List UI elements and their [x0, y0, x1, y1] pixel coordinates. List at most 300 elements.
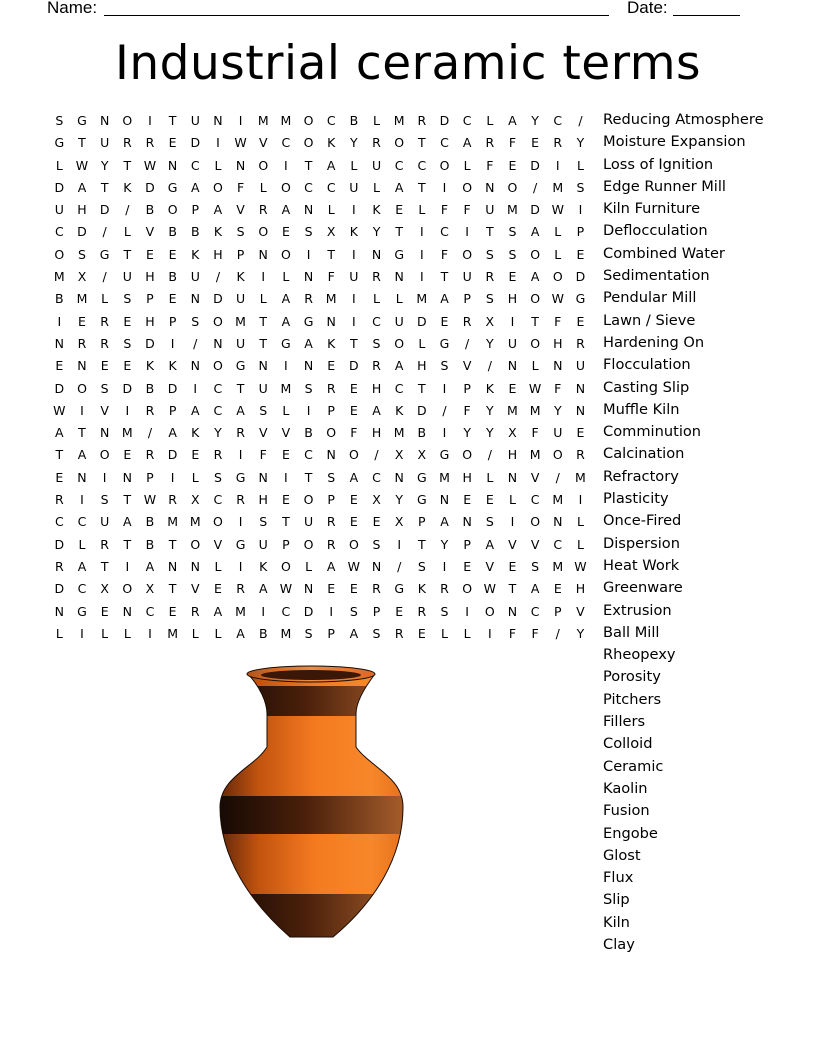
- grid-letter: O: [77, 380, 87, 396]
- word-list-item: Refractory: [603, 467, 679, 485]
- grid-letter: M: [507, 402, 518, 418]
- grid-letter: L: [55, 625, 63, 641]
- grid-letter: T: [123, 157, 132, 173]
- grid-letter: V: [190, 581, 200, 597]
- grid-letter: T: [350, 335, 358, 351]
- grid-letter: D: [122, 380, 133, 396]
- grid-letter: C: [54, 224, 64, 240]
- grid-letter: H: [507, 447, 518, 463]
- grid-letter: S: [531, 558, 540, 574]
- grid-letter: K: [168, 358, 177, 374]
- grid-letter: B: [258, 625, 268, 641]
- grid-letter: X: [326, 224, 336, 240]
- grid-letter: O: [484, 603, 495, 619]
- grid-letter: E: [168, 135, 177, 151]
- word-list-item: Loss of Ignition: [603, 155, 714, 173]
- grid-letter: T: [123, 246, 132, 262]
- grid-letter: K: [191, 425, 200, 441]
- date-field[interactable]: [673, 15, 740, 16]
- grid-letter: T: [78, 425, 86, 441]
- grid-letter: M: [529, 447, 541, 463]
- grid-letter: E: [508, 157, 517, 173]
- grid-letter: D: [77, 224, 87, 240]
- grid-letter: T: [485, 224, 494, 240]
- grid-letter: K: [485, 380, 494, 396]
- grid-letter: F: [259, 447, 267, 463]
- grid-letter: A: [213, 202, 223, 218]
- grid-letter: N: [77, 469, 87, 485]
- grid-letter: T: [78, 135, 86, 151]
- grid-row: [48, 288, 592, 310]
- grid-letter: /: [555, 625, 560, 641]
- grid-letter: M: [167, 514, 178, 530]
- grid-letter: F: [508, 135, 517, 151]
- grid-letter: I: [80, 492, 84, 508]
- grid-letter: A: [440, 291, 449, 307]
- word-list-item: Engobe: [603, 824, 658, 842]
- grid-letter: S: [100, 492, 109, 508]
- grid-letter: I: [487, 625, 492, 641]
- grid-letter: L: [554, 246, 562, 262]
- grid-letter: K: [145, 358, 155, 374]
- grid-letter: F: [531, 425, 539, 441]
- grid-letter: /: [215, 269, 221, 285]
- grid-letter: R: [236, 425, 245, 441]
- grid-letter: E: [349, 581, 358, 597]
- word-list-item: Sedimentation: [603, 267, 710, 285]
- word-list-item: Edge Runner Mill: [603, 177, 726, 195]
- grid-letter: O: [303, 492, 314, 508]
- grid-letter: A: [281, 202, 291, 218]
- grid-letter: N: [213, 335, 223, 351]
- grid-letter: U: [190, 269, 200, 285]
- grid-letter: C: [530, 603, 540, 619]
- name-label: Name:: [47, 0, 98, 17]
- grid-letter: O: [552, 447, 563, 463]
- grid-letter: R: [326, 380, 336, 396]
- grid-letter: I: [306, 246, 311, 262]
- grid-letter: E: [531, 135, 540, 151]
- grid-row: [48, 489, 592, 511]
- grid-letter: C: [440, 135, 449, 151]
- grid-letter: G: [77, 603, 87, 619]
- grid-letter: I: [284, 469, 288, 485]
- grid-letter: W: [347, 558, 361, 574]
- grid-row: [48, 511, 592, 533]
- grid-letter: C: [190, 157, 200, 173]
- word-list-item: Once-Fired: [603, 512, 682, 530]
- grid-letter: E: [576, 313, 585, 329]
- grid-letter: S: [372, 335, 381, 351]
- grid-letter: C: [145, 603, 155, 619]
- grid-letter: R: [462, 313, 472, 329]
- grid-letter: N: [122, 469, 132, 485]
- word-list-item: Hardening On: [603, 333, 705, 351]
- grid-letter: L: [373, 179, 380, 195]
- grid-letter: I: [284, 358, 288, 374]
- grid-letter: I: [238, 514, 243, 530]
- grid-letter: A: [326, 157, 336, 173]
- grid-letter: L: [123, 625, 131, 641]
- word-list-item: Pitchers: [603, 690, 662, 708]
- grid-letter: B: [168, 269, 177, 285]
- grid-letter: B: [304, 425, 313, 441]
- grid-letter: S: [304, 380, 313, 396]
- grid-letter: C: [553, 536, 563, 552]
- grid-letter: G: [54, 135, 65, 151]
- grid-letter: I: [261, 603, 266, 619]
- grid-letter: L: [531, 358, 539, 374]
- grid-letter: C: [213, 492, 223, 508]
- grid-letter: A: [372, 402, 381, 418]
- grid-letter: O: [326, 425, 337, 441]
- grid-letter: F: [508, 625, 517, 641]
- grid-letter: A: [168, 425, 177, 441]
- grid-letter: I: [397, 536, 402, 552]
- grid-letter: E: [168, 291, 177, 307]
- grid-letter: W: [574, 558, 587, 574]
- grid-letter: G: [416, 469, 427, 485]
- grid-letter: G: [167, 179, 178, 195]
- word-list-item: Extrusion: [603, 601, 672, 619]
- grid-letter: P: [553, 603, 562, 619]
- grid-letter: E: [463, 558, 472, 574]
- grid-letter: E: [281, 447, 290, 463]
- grid-letter: X: [372, 492, 381, 508]
- grid-letter: P: [191, 202, 200, 218]
- grid-letter: E: [146, 246, 154, 262]
- grid-letter: H: [417, 358, 427, 374]
- grid-letter: D: [303, 603, 314, 619]
- grid-letter: V: [145, 224, 155, 240]
- grid-letter: N: [54, 603, 64, 619]
- grid-letter: A: [530, 224, 540, 240]
- word-list-item: Calcination: [603, 445, 685, 463]
- grid-letter: I: [102, 469, 107, 485]
- grid-row: [48, 311, 592, 333]
- grid-letter: F: [531, 625, 539, 641]
- grid-letter: D: [54, 581, 65, 597]
- grid-letter: E: [55, 358, 64, 374]
- grid-letter: Y: [576, 135, 585, 151]
- grid-letter: P: [372, 603, 381, 619]
- grid-letter: L: [55, 157, 63, 173]
- grid-letter: P: [327, 402, 335, 418]
- grid-letter: M: [393, 425, 405, 441]
- grid-letter: M: [325, 291, 337, 307]
- grid-letter: N: [258, 358, 268, 374]
- grid-letter: H: [213, 246, 223, 262]
- grid-letter: A: [77, 447, 87, 463]
- grid-letter: C: [326, 113, 336, 128]
- grid-letter: L: [373, 113, 380, 128]
- grid-letter: V: [213, 536, 223, 552]
- grid-letter: T: [236, 380, 245, 396]
- grid-row: [48, 177, 592, 199]
- grid-letter: I: [465, 603, 469, 619]
- grid-letter: G: [235, 358, 246, 374]
- grid-letter: /: [397, 558, 402, 574]
- grid-letter: N: [54, 335, 64, 351]
- grid-letter: E: [168, 246, 177, 262]
- grid-letter: D: [530, 202, 540, 218]
- grid-letter: A: [236, 402, 245, 418]
- grid-letter: O: [303, 536, 314, 552]
- grid-letter: M: [167, 625, 178, 641]
- grid-letter: A: [77, 179, 87, 195]
- grid-letter: R: [100, 335, 109, 351]
- grid-row: [48, 623, 592, 645]
- grid-letter: R: [576, 447, 585, 463]
- grid-letter: O: [462, 447, 473, 463]
- grid-letter: M: [257, 113, 269, 128]
- grid-letter: N: [213, 113, 223, 128]
- grid-letter: U: [258, 380, 268, 396]
- grid-letter: I: [261, 269, 266, 285]
- grid-letter: Y: [576, 625, 585, 641]
- grid-letter: L: [101, 291, 109, 307]
- grid-letter: H: [575, 581, 586, 597]
- grid-letter: T: [282, 514, 290, 530]
- grid-row: [48, 378, 592, 400]
- grid-letter: U: [507, 335, 518, 351]
- word-list-item: Kaolin: [603, 779, 648, 797]
- name-field[interactable]: [104, 15, 609, 16]
- grid-letter: I: [329, 603, 334, 619]
- word-list: [603, 109, 764, 956]
- grid-letter: W: [234, 135, 247, 151]
- grid-letter: E: [440, 313, 449, 329]
- grid-letter: S: [304, 224, 313, 240]
- word-list-item: Muffle Kiln: [603, 400, 680, 418]
- grid-letter: F: [554, 380, 562, 396]
- grid-letter: C: [372, 469, 381, 485]
- grid-letter: I: [125, 402, 130, 418]
- grid-letter: L: [259, 179, 267, 195]
- grid-letter: I: [148, 113, 152, 128]
- grid-letter: /: [102, 224, 107, 240]
- grid-letter: C: [281, 135, 291, 151]
- grid-letter: I: [306, 402, 311, 418]
- grid-letter: R: [54, 558, 64, 574]
- grid-letter: B: [145, 514, 155, 530]
- grid-letter: A: [55, 425, 64, 441]
- grid-letter: W: [143, 157, 157, 173]
- grid-letter: Y: [395, 492, 403, 508]
- grid-letter: D: [349, 358, 359, 374]
- grid-letter: X: [145, 581, 155, 597]
- grid-letter: S: [55, 113, 64, 128]
- grid-letter: D: [439, 113, 450, 128]
- grid-letter: O: [530, 291, 541, 307]
- grid-letter: L: [576, 157, 584, 173]
- grid-row: [48, 601, 592, 623]
- grid-letter: Y: [463, 425, 471, 441]
- grid-letter: D: [213, 291, 223, 307]
- grid-letter: /: [555, 469, 560, 485]
- grid-letter: M: [235, 603, 246, 619]
- grid-letter: I: [419, 269, 424, 285]
- grid-letter: O: [99, 447, 110, 463]
- word-list-item: Colloid: [603, 735, 653, 753]
- grid-letter: O: [439, 157, 450, 173]
- grid-letter: H: [145, 269, 155, 285]
- grid-letter: C: [394, 157, 404, 173]
- grid-letter: I: [238, 558, 243, 574]
- grid-letter: N: [190, 291, 200, 307]
- grid-letter: N: [371, 558, 382, 574]
- grid-letter: D: [530, 157, 540, 173]
- grid-letter: X: [485, 313, 495, 329]
- grid-row: [48, 155, 592, 177]
- grid-letter: I: [442, 425, 447, 441]
- grid-letter: Y: [485, 402, 494, 418]
- date-label: Date:: [627, 0, 668, 17]
- grid-letter: O: [394, 335, 405, 351]
- grid-letter: R: [122, 135, 132, 151]
- grid-letter: E: [123, 358, 132, 374]
- grid-row: [48, 467, 592, 489]
- grid-letter: R: [372, 581, 381, 597]
- grid-letter: E: [372, 514, 381, 530]
- grid-letter: O: [122, 113, 133, 128]
- grid-letter: H: [258, 492, 268, 508]
- grid-letter: K: [213, 224, 223, 240]
- grid-letter: M: [439, 469, 450, 485]
- grid-letter: U: [100, 135, 110, 151]
- grid-letter: U: [371, 157, 382, 173]
- grid-letter: O: [552, 269, 563, 285]
- grid-letter: C: [394, 380, 404, 396]
- grid-letter: A: [145, 558, 155, 574]
- grid-letter: I: [148, 625, 152, 641]
- grid-letter: E: [327, 581, 336, 597]
- grid-letter: /: [533, 179, 538, 195]
- grid-letter: E: [281, 492, 290, 508]
- grid-letter: T: [531, 313, 539, 329]
- grid-letter: T: [259, 335, 268, 351]
- grid-letter: C: [304, 447, 313, 463]
- grid-letter: I: [442, 179, 447, 195]
- word-list-item: Porosity: [603, 668, 661, 686]
- grid-letter: S: [349, 603, 358, 619]
- grid-letter: U: [485, 202, 495, 218]
- grid-letter: E: [508, 558, 517, 574]
- grid-letter: D: [54, 536, 65, 552]
- grid-letter: S: [304, 625, 313, 641]
- grid-letter: U: [100, 514, 110, 530]
- grid-letter: S: [372, 536, 381, 552]
- grid-letter: T: [418, 179, 426, 195]
- grid-letter: G: [235, 469, 246, 485]
- grid-letter: I: [578, 492, 583, 508]
- grid-letter: C: [440, 224, 449, 240]
- grid-letter: S: [508, 224, 517, 240]
- grid-letter: M: [552, 179, 564, 195]
- grid-letter: B: [145, 202, 155, 218]
- grid-letter: N: [485, 179, 495, 195]
- grid-letter: V: [508, 536, 517, 552]
- grid-letter: L: [486, 469, 494, 485]
- grid-letter: G: [99, 246, 110, 262]
- grid-letter: T: [508, 581, 517, 597]
- grid-letter: A: [213, 603, 223, 619]
- grid-letter: N: [326, 447, 336, 463]
- grid-letter: Y: [372, 224, 381, 240]
- grid-letter: C: [553, 113, 563, 128]
- grid-letter: R: [304, 291, 313, 307]
- grid-letter: T: [55, 447, 64, 463]
- grid-letter: A: [123, 514, 132, 530]
- grid-letter: Y: [440, 536, 449, 552]
- grid-letter: T: [418, 380, 426, 396]
- grid-row: [48, 444, 592, 466]
- grid-letter: D: [417, 313, 427, 329]
- grid-letter: N: [462, 514, 472, 530]
- grid-letter: H: [371, 425, 382, 441]
- grid-letter: M: [189, 514, 201, 530]
- grid-letter: T: [100, 558, 109, 574]
- grid-letter: K: [259, 558, 268, 574]
- grid-letter: Y: [485, 335, 494, 351]
- grid-row: [48, 244, 592, 266]
- grid-letter: A: [236, 625, 245, 641]
- grid-letter: F: [440, 202, 449, 218]
- grid-letter: N: [553, 358, 563, 374]
- grid-letter: F: [486, 157, 494, 173]
- grid-letter: H: [462, 469, 472, 485]
- grid-letter: H: [553, 335, 563, 351]
- grid-letter: A: [258, 581, 268, 597]
- grid-letter: M: [393, 113, 405, 128]
- grid-letter: P: [282, 536, 290, 552]
- grid-letter: O: [258, 157, 269, 173]
- grid-letter: U: [462, 269, 472, 285]
- grid-row: [48, 110, 592, 132]
- word-list-item: Heat Work: [603, 556, 680, 574]
- grid-letter: H: [371, 380, 382, 396]
- grid-letter: S: [485, 291, 494, 307]
- word-list-item: Fusion: [603, 802, 650, 820]
- grid-letter: X: [394, 514, 404, 530]
- grid-letter: R: [417, 603, 427, 619]
- grid-letter: T: [304, 469, 313, 485]
- grid-letter: W: [528, 380, 542, 396]
- grid-letter: I: [465, 224, 469, 240]
- word-search-grid: [48, 110, 592, 645]
- grid-letter: X: [190, 492, 200, 508]
- word-list-item: Flocculation: [603, 356, 691, 374]
- word-list-item: Ball Mill: [603, 623, 660, 641]
- grid-letter: W: [143, 492, 157, 508]
- word-list-item: Deflocculation: [603, 222, 708, 240]
- grid-letter: M: [529, 402, 541, 418]
- grid-letter: T: [168, 536, 177, 552]
- grid-letter: H: [507, 291, 518, 307]
- grid-row: [48, 266, 592, 288]
- grid-letter: N: [371, 246, 382, 262]
- grid-letter: N: [303, 581, 314, 597]
- grid-letter: E: [100, 603, 109, 619]
- grid-letter: T: [123, 536, 132, 552]
- grid-letter: E: [508, 380, 517, 396]
- grid-letter: S: [440, 603, 449, 619]
- grid-letter: N: [258, 246, 268, 262]
- grid-letter: S: [417, 558, 426, 574]
- grid-letter: M: [235, 313, 246, 329]
- grid-letter: C: [213, 402, 223, 418]
- grid-letter: D: [54, 179, 65, 195]
